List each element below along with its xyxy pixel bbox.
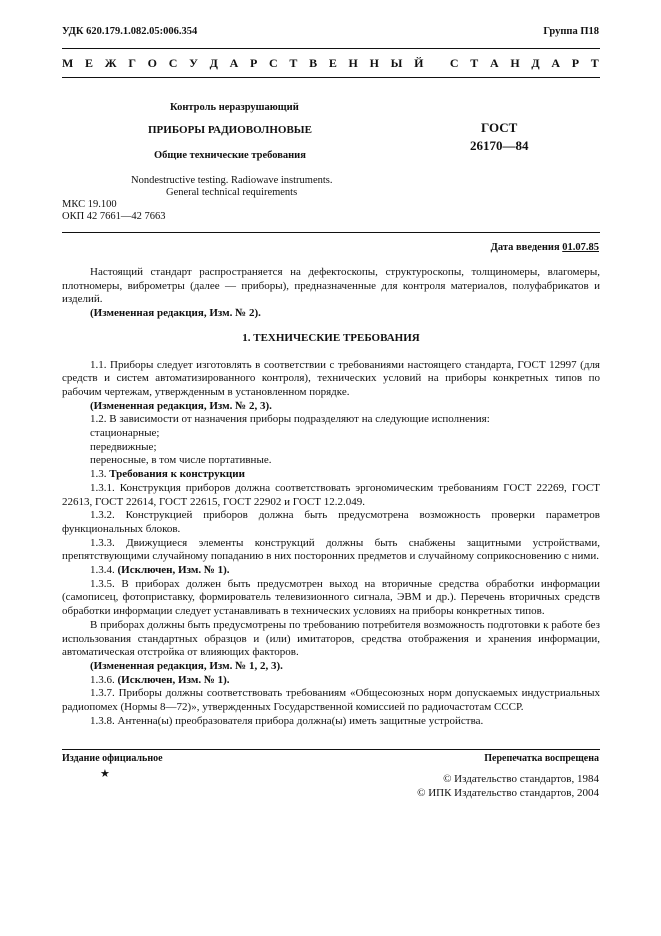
clause-1-3-7: 1.3.7. Приборы должны соответствовать требованиям «Общесоюзных норм допускаемых индустриальных радиопомех (Нормы 8—72)», утвержденных Государственной комиссией по радиочастотам СССР. xyxy=(62,687,600,714)
clause-1-3-5-b: В приборах должны быть предусмотрены по требованию потребителя возможность подготовки к работе без использования стандартных образцов и (или) имитаторов, средства отображения и хранения информации, автоматическая отстройка от влияющих факторов. xyxy=(62,618,600,659)
banner-letter: А xyxy=(551,56,561,70)
banner-letter: Н xyxy=(510,56,520,70)
clause-1-3-4-number: 1.3.4. xyxy=(90,564,115,577)
banner-letter xyxy=(435,56,438,71)
clause-1-3-number: 1.3. xyxy=(90,468,107,481)
intro-paragraph: Настоящий стандарт распространяется на дефектоскопы, структуроскопы, толщиномеры, влагомеры, плотномеры, виброметры (далее — приборы), предназначенные для контроля материалов, полуфабрикатов и изделий. xyxy=(62,266,600,306)
banner-letter: Ы xyxy=(390,56,403,70)
section-1-title: 1. ТЕХНИЧЕСКИЕ ТРЕБОВАНИЯ xyxy=(242,331,420,344)
document-body xyxy=(62,266,600,729)
banner-letter: О xyxy=(147,56,158,70)
banner-letter: Н xyxy=(369,56,379,70)
banner-letter: Г xyxy=(128,56,136,70)
clause-1-2-c: переносные, в том числе портативные. xyxy=(90,454,272,467)
header-bottom-rule xyxy=(62,232,600,233)
clause-1-3-title: Требования к конструкции xyxy=(109,468,245,481)
clause-1-3-6-number: 1.3.6. xyxy=(90,673,115,686)
footer-rule xyxy=(62,749,600,750)
clause-1-1: 1.1. Приборы следует изготовлять в соответствии с требованиями настоящего стандарта, ГОСТ 12997 (для средств и систем автоматизированного контроля), технических условий на приборы конкретных типов по рабочим чертежам, утвержденным в установленном порядке. xyxy=(62,358,600,398)
banner-letter: А xyxy=(229,56,239,70)
interstate-standard-banner xyxy=(62,56,599,71)
date-label: Дата введения xyxy=(490,242,560,253)
clause-1-3-4 xyxy=(62,564,600,578)
classification-codes xyxy=(62,199,166,223)
banner-rule xyxy=(62,77,600,78)
title-main: ПРИБОРЫ РАДИОВОЛНОВЫЕ xyxy=(148,124,312,136)
reprint-prohibited: Перепечатка воспрещена xyxy=(484,753,599,764)
english-title-2: General technical requirements xyxy=(166,187,298,198)
banner-letter: Р xyxy=(249,56,258,70)
banner-letter: Р xyxy=(571,56,580,70)
banner-letter: Т xyxy=(289,56,298,70)
okp-code: ОКП 42 7661—42 7663 xyxy=(62,211,166,222)
clause-1-3-4-text: (Исключен, Изм. № 1). xyxy=(117,564,230,577)
clause-1-3-1: 1.3.1. Конструкция приборов должна соответствовать эргономическим требованиям ГОСТ 22269, ГОСТ 22613, ГОСТ 22614, ГОСТ 22615, ГОСТ 22902 и ГОСТ 12.2.049. xyxy=(62,481,600,508)
mks-code: МКС 19.100 xyxy=(62,199,117,210)
gost-label: ГОСТ xyxy=(481,120,518,135)
banner-letter: Е xyxy=(85,56,94,70)
banner-letter: Н xyxy=(348,56,358,70)
banner-letter: М xyxy=(62,56,74,70)
official-edition: Издание официальное xyxy=(62,753,163,764)
gost-number: 26170—84 xyxy=(470,138,529,153)
top-rule xyxy=(62,48,600,49)
star-icon: ★ xyxy=(100,768,110,780)
clause-1-3-5: 1.3.5. В приборах должен быть предусмотрен выход на вторичные средства обработки информации (самописец, фотоприставку, формирователь телевизионного сигнала, ЭВМ и др.). Перечень вторичных средств обработки информации следует устанавливать в технических условиях на приборы конкретных типов. xyxy=(62,577,600,618)
banner-letter: А xyxy=(489,56,499,70)
banner-letter: Е xyxy=(328,56,337,70)
clause-1-3 xyxy=(62,468,600,482)
banner-letter: В xyxy=(309,56,318,70)
banner-letter: Т xyxy=(470,56,479,70)
banner-letter: Т xyxy=(590,56,599,70)
clause-1-3-3: 1.3.3. Движущиеся элементы конструкций должны быть снабжены защитными устройствами, препятствующими случайному попаданию в них посторонних предметов и случайному соприкосновению с ними. xyxy=(62,536,600,563)
banner-letter: С xyxy=(269,56,278,70)
clause-1-2: 1.2. В зависимости от назначения приборы подразделяют на следующие исполнения: xyxy=(90,413,490,426)
clause-1-3-8: 1.3.8. Антенна(ы) преобразователя прибора должна(ы) иметь защитные устройства. xyxy=(90,714,484,727)
clause-1-2-b: передвижные; xyxy=(90,440,157,453)
title-line-1: Контроль неразрушающий xyxy=(170,102,299,113)
english-title-1: Nondestructive testing. Radiowave instruments. xyxy=(131,175,333,186)
banner-letter: Ж xyxy=(104,56,117,70)
banner-letter: Д xyxy=(209,56,218,70)
udk-code: УДК 620.179.1.082.05:006.354 xyxy=(62,26,198,37)
clause-1-2-a: стационарные; xyxy=(90,427,160,440)
clause-1-3-6 xyxy=(62,674,600,688)
copyright-2004: © ИПК Издательство стандартов, 2004 xyxy=(417,787,599,799)
banner-letter: Й xyxy=(414,56,424,70)
introduction-date xyxy=(491,242,599,253)
clause-1-3-5-change: (Измененная редакция, Изм. № 1, 2, 3). xyxy=(90,659,283,672)
clause-1-3-2: 1.3.2. Конструкцией приборов должна быть предусмотрена возможность проверки параметров функциональных блоков. xyxy=(62,509,600,535)
banner-letter: С xyxy=(449,56,459,70)
banner-letter: С xyxy=(168,56,178,70)
banner-letter: У xyxy=(189,56,198,70)
banner-letter: Д xyxy=(531,56,540,70)
copyright-1984: © Издательство стандартов, 1984 xyxy=(443,773,599,785)
title-subtitle: Общие технические требования xyxy=(154,150,306,161)
intro-change-note: (Измененная редакция, Изм. № 2). xyxy=(90,307,261,320)
group-code: Группа П18 xyxy=(543,26,599,37)
clause-1-3-6-text: (Исключен, Изм. № 1). xyxy=(117,673,230,686)
date-value: 01.07.85 xyxy=(562,242,599,253)
clause-1-1-change: (Измененная редакция, Изм. № 2, 3). xyxy=(90,399,272,412)
